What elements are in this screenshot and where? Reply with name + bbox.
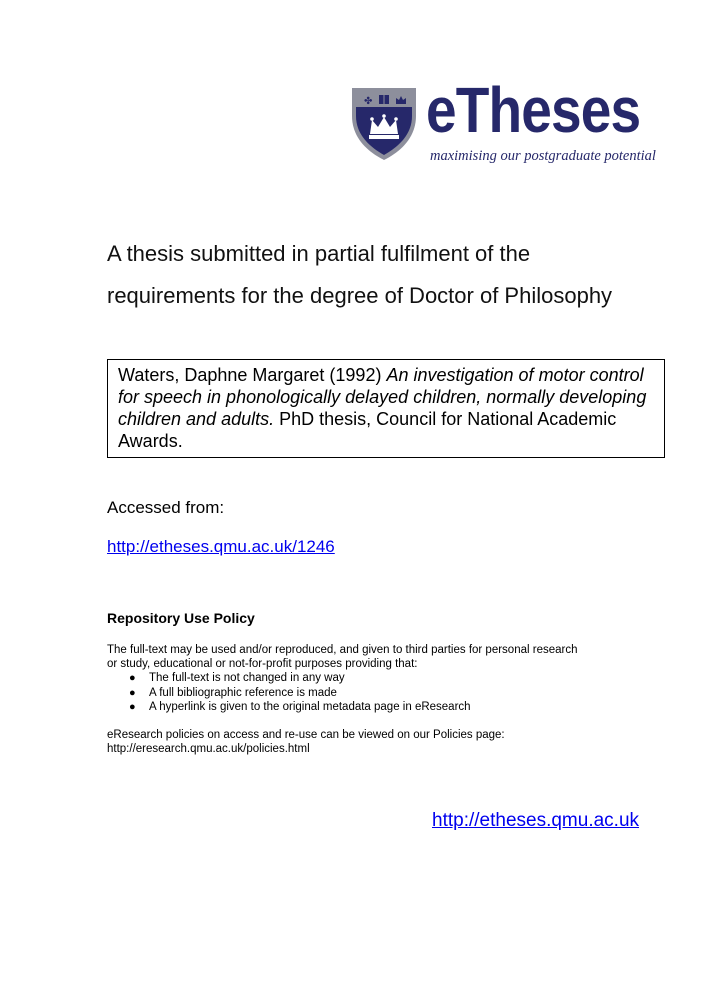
thesis-statement-line-2: requirements for the degree of Doctor of Philosophy [107, 283, 613, 308]
svg-text:✤: ✤ [364, 96, 373, 107]
policy-intro: The full-text may be used and/or reproduced, and given to third parties for personal research or study, educational or not-for-profit purposes providing that: [107, 644, 578, 670]
etheses-home-link[interactable]: http://etheses.qmu.ac.uk [432, 810, 640, 831]
policy-footer-line-2: http://eresearch.qmu.ac.uk/policies.html [107, 743, 310, 755]
list-item [107, 671, 471, 686]
etheses-wordmark: eTheses [426, 74, 641, 146]
etheses-tagline: maximising our postgraduate potential [430, 148, 656, 164]
shield-crest-icon [350, 86, 418, 162]
policy-condition-text: A hyperlink is given to the original metadata page in eResearch [149, 701, 471, 713]
accessed-from-label: Accessed from: [107, 498, 225, 517]
bullet-icon: ● [129, 686, 136, 699]
thesis-statement-line-1: A thesis submitted in partial fulfilment of the [107, 241, 531, 266]
citation-title: An investigation of motor control for speech in phonologically delayed children, normally developing children and adults. [118, 365, 647, 429]
policy-heading: Repository Use Policy [107, 610, 255, 626]
thesis-record-link[interactable]: http://etheses.qmu.ac.uk/1246 [107, 537, 335, 556]
etheses-logo [350, 74, 670, 168]
thesis-statement [107, 233, 677, 317]
citation-box [107, 359, 665, 458]
policy-footer-line-1: eResearch policies on access and re-use can be viewed on our Policies page: [107, 729, 505, 741]
policy-conditions-list [107, 671, 471, 715]
bullet-icon: ● [129, 701, 136, 713]
policy-condition-text: A full bibliographic reference is made [149, 686, 337, 699]
policy-condition-text: The full-text is not changed in any way [149, 672, 345, 684]
list-item [107, 686, 471, 701]
list-item [107, 700, 471, 715]
citation-suffix: PhD thesis, Council for National Academic Awards. [118, 409, 617, 451]
policy-footer [107, 728, 587, 756]
bullet-icon: ● [129, 672, 136, 684]
citation-author-year: Waters, Daphne Margaret (1992) [118, 365, 382, 385]
